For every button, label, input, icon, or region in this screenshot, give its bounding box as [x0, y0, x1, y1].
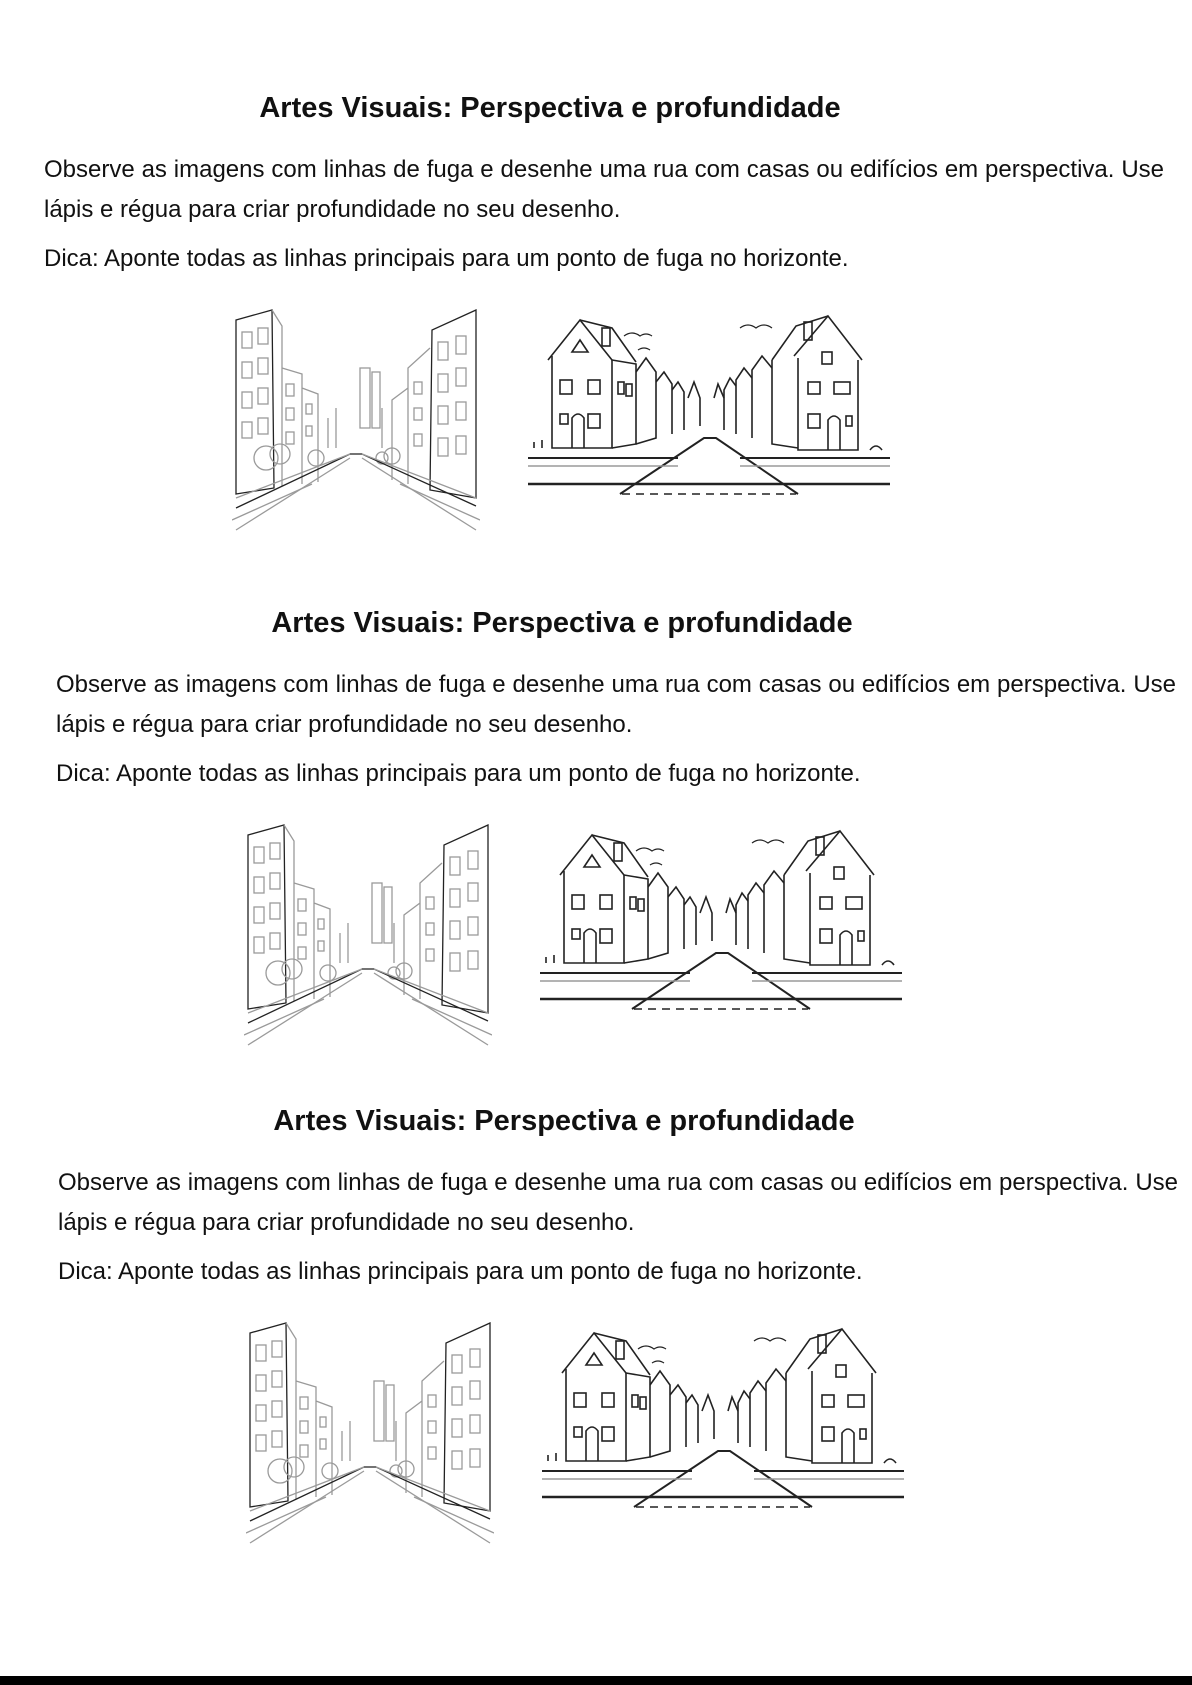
section-tip: Dica: Aponte todas as linhas principais para um ponto de fuga no horizonte. [44, 245, 849, 272]
section-instruction: Observe as imagens com linhas de fuga e desenhe uma rua com casas ou edifícios em perspectiva. Use lápis e régua para criar profundidade no seu desenho. [56, 671, 1176, 738]
section-tip: Dica: Aponte todas as linhas principais para um ponto de fuga no horizonte. [58, 1258, 863, 1285]
worksheet-section-3 [0, 1101, 1192, 1601]
section-title: Artes Visuais: Perspectiva e profundidade [271, 607, 853, 639]
worksheet-section-1 [0, 88, 1192, 588]
houses-street-perspective-illustration [540, 813, 902, 1025]
city-street-perspective-illustration [232, 308, 480, 534]
section-instruction: Observe as imagens com linhas de fuga e desenhe uma rua com casas ou edifícios em perspectiva. Use lápis e régua para criar profundidade no seu desenho. [58, 1169, 1178, 1236]
page-bottom-rule [0, 1676, 1192, 1685]
city-street-perspective-illustration [244, 823, 492, 1049]
houses-street-perspective-illustration [542, 1311, 904, 1523]
section-instruction: Observe as imagens com linhas de fuga e desenhe uma rua com casas ou edifícios em perspectiva. Use lápis e régua para criar profundidade no seu desenho. [44, 156, 1164, 223]
houses-street-perspective-illustration [528, 298, 890, 510]
city-street-perspective-illustration [246, 1321, 494, 1547]
worksheet-section-2 [0, 603, 1192, 1103]
section-tip: Dica: Aponte todas as linhas principais para um ponto de fuga no horizonte. [56, 760, 861, 787]
section-title: Artes Visuais: Perspectiva e profundidade [273, 1105, 855, 1137]
section-title: Artes Visuais: Perspectiva e profundidade [259, 92, 841, 124]
